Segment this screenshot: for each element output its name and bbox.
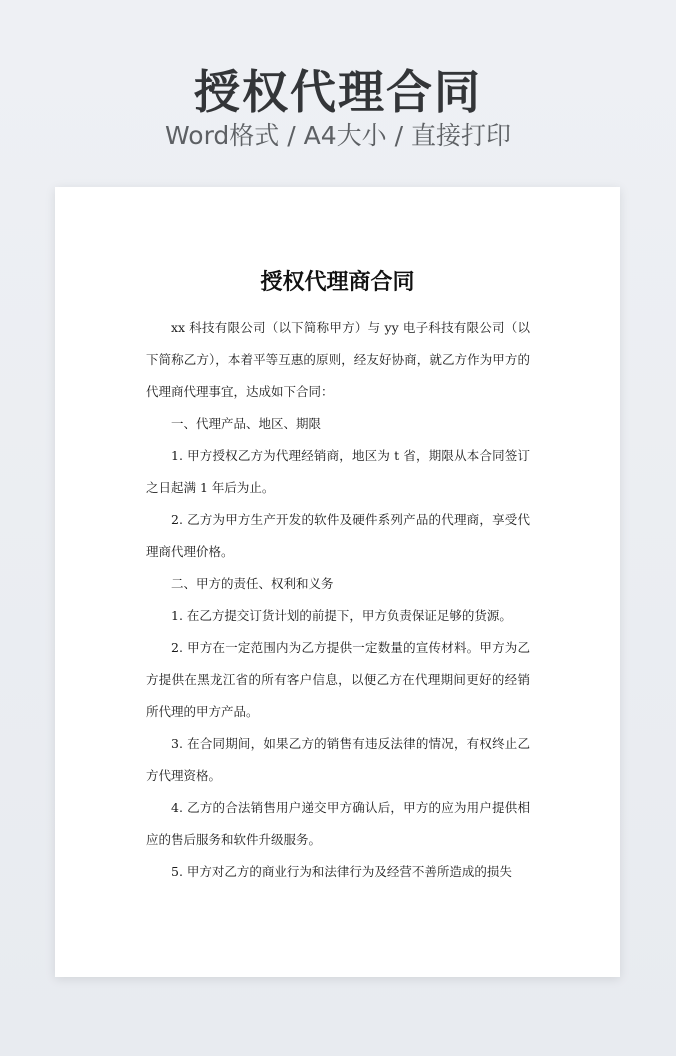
document-title: 授权代理商合同 [260, 269, 415, 295]
section-heading-1: 一、代理产品、地区、期限 [171, 416, 322, 431]
paragraph-1-1: 1. 甲方授权乙方为代理经销商，地区为 t 省，期限从本合同签订之日起满 1 年后为止。 [146, 448, 530, 495]
section-heading-2: 二、甲方的责任、权利和义务 [171, 576, 334, 591]
paragraph-2-2: 2. 甲方在一定范围内为乙方提供一定数量的宣传材料。甲方为乙方提供在黑龙江省的所有客户信息，以便乙方在代理期间更好的经销所代理的甲方产品。 [146, 640, 530, 719]
paragraph-intro: xx 科技有限公司（以下简称甲方）与 yy 电子科技有限公司（以下简称乙方），本着平等互惠的原则，经友好协商，就乙方作为甲方的代理商代理事宜，达成如下合同： [146, 320, 530, 399]
banner-title: 授权代理合同 [194, 65, 482, 119]
document-body [146, 312, 530, 888]
paragraph-1-2: 2. 乙方为甲方生产开发的软件及硬件系列产品的代理商，享受代理商代理价格。 [146, 512, 530, 559]
paragraph-2-4: 4. 乙方的合法销售用户递交甲方确认后，甲方的应为用户提供相应的售后服务和软件升级服务。 [146, 800, 530, 847]
paragraph-2-3: 3. 在合同期间，如果乙方的销售有违反法律的情况，有权终止乙方代理资格。 [146, 736, 530, 783]
banner-subtitle: Word格式 / A4大小 / 直接打印 [165, 121, 511, 150]
paragraph-2-5: 5. 甲方对乙方的商业行为和法律行为及经营不善所造成的损失 [171, 864, 512, 879]
document-page [55, 187, 620, 977]
paragraph-2-1: 1. 在乙方提交订货计划的前提下，甲方负责保证足够的货源。 [171, 608, 512, 623]
